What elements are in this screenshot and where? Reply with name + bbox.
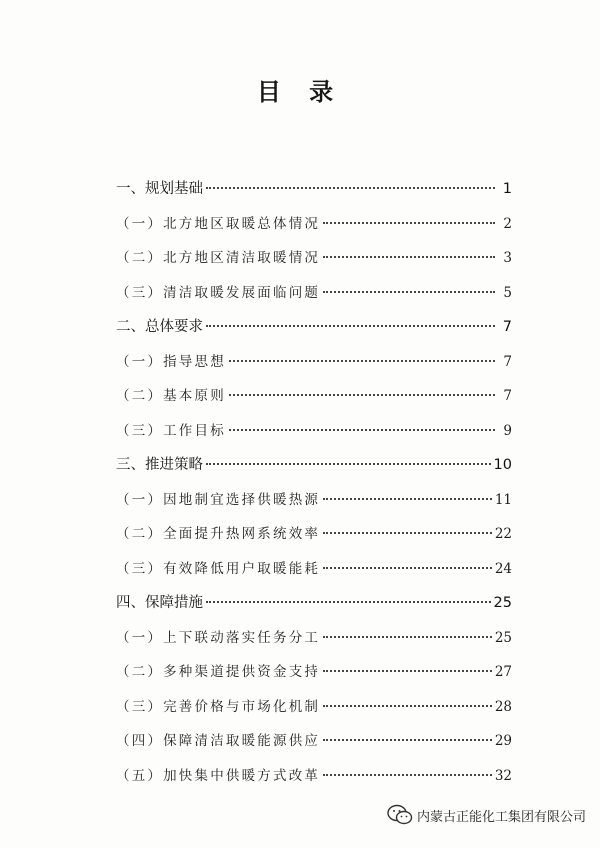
toc-leader <box>229 360 495 362</box>
toc-label: （一）指导思想 <box>116 353 226 370</box>
toc-page-number: 27 <box>494 664 512 680</box>
toc-leader <box>206 463 491 465</box>
toc-leader <box>206 325 495 327</box>
toc-leader <box>229 394 495 396</box>
toc-page-number: 22 <box>494 526 512 542</box>
toc-chapter-1 <box>116 172 512 207</box>
toc-section-2-2 <box>116 379 512 414</box>
toc-label: 一、规划基础 <box>116 181 203 197</box>
toc-section-3-1 <box>116 483 512 518</box>
toc-label: （一）因地制宜选择供暖热源 <box>116 491 321 508</box>
toc-leader <box>323 567 492 569</box>
toc-chapter-4 <box>116 586 512 621</box>
toc-leader <box>323 532 492 534</box>
toc-label: 三、推进策略 <box>116 457 203 473</box>
toc-page-number: 5 <box>503 284 512 301</box>
wechat-icon <box>387 804 413 826</box>
toc-section-1-2 <box>116 241 512 276</box>
toc-section-2-1 <box>116 345 512 380</box>
toc-section-4-4 <box>116 724 512 759</box>
toc-leader <box>229 429 495 431</box>
toc-page-number: 10 <box>493 457 512 473</box>
toc-page-number: 24 <box>494 560 512 577</box>
toc-leader <box>206 601 491 603</box>
toc-label: （五）加快集中供暖方式改革 <box>116 767 321 784</box>
toc-label: （二）全面提升热网系统效率 <box>116 526 321 542</box>
toc-label: （三）完善价格与市场化机制 <box>116 698 321 715</box>
toc-page-number: 11 <box>494 491 512 508</box>
toc-label: 二、总体要求 <box>116 319 203 335</box>
table-of-contents <box>116 172 512 793</box>
toc-leader <box>323 222 495 224</box>
toc-label: （一）北方地区取暖总体情况 <box>116 215 321 232</box>
toc-leader <box>323 705 492 707</box>
toc-page-number: 9 <box>503 422 512 439</box>
toc-label: （二）多种渠道提供资金支持 <box>116 664 321 680</box>
toc-section-2-3 <box>116 414 512 449</box>
toc-label: 四、保障措施 <box>116 595 203 611</box>
toc-page-number: 32 <box>494 767 512 784</box>
toc-chapter-3 <box>116 448 512 483</box>
toc-label: （四）保障清洁取暖能源供应 <box>116 733 321 749</box>
toc-page-number: 7 <box>503 388 512 404</box>
toc-section-3-3 <box>116 552 512 587</box>
toc-leader <box>323 291 495 293</box>
toc-label: （二）基本原则 <box>116 388 226 404</box>
toc-section-4-2 <box>116 655 512 690</box>
toc-leader <box>323 670 492 672</box>
toc-section-3-2 <box>116 517 512 552</box>
toc-label: （三）清洁取暖发展面临问题 <box>116 284 321 301</box>
toc-page-number: 2 <box>503 215 512 232</box>
toc-page-number: 29 <box>494 733 512 749</box>
toc-leader <box>323 256 495 258</box>
toc-section-1-1 <box>116 207 512 242</box>
toc-section-4-3 <box>116 690 512 725</box>
toc-leader <box>323 739 492 741</box>
toc-chapter-2 <box>116 310 512 345</box>
source-watermark <box>387 804 586 826</box>
toc-section-4-1 <box>116 621 512 656</box>
toc-page-number: 1 <box>502 181 512 197</box>
toc-section-1-3 <box>116 276 512 311</box>
toc-label: （三）工作目标 <box>116 422 226 439</box>
toc-section-4-5 <box>116 759 512 794</box>
toc-leader <box>323 498 492 500</box>
toc-page-number: 28 <box>494 698 512 715</box>
toc-label: （一）上下联动落实任务分工 <box>116 629 321 646</box>
toc-label: （二）北方地区清洁取暖情况 <box>116 250 321 266</box>
watermark-text: 内蒙古正能化工集团有限公司 <box>416 809 586 825</box>
toc-page-number: 7 <box>502 319 512 335</box>
toc-page-number: 3 <box>503 250 512 266</box>
toc-leader <box>206 187 495 189</box>
page-title: 目 录 <box>256 78 344 106</box>
toc-leader <box>323 774 492 776</box>
toc-page-number: 25 <box>493 595 512 611</box>
toc-label: （三）有效降低用户取暖能耗 <box>116 560 321 577</box>
toc-page-number: 25 <box>494 629 512 646</box>
toc-page-number: 7 <box>503 353 512 370</box>
toc-leader <box>323 636 492 638</box>
